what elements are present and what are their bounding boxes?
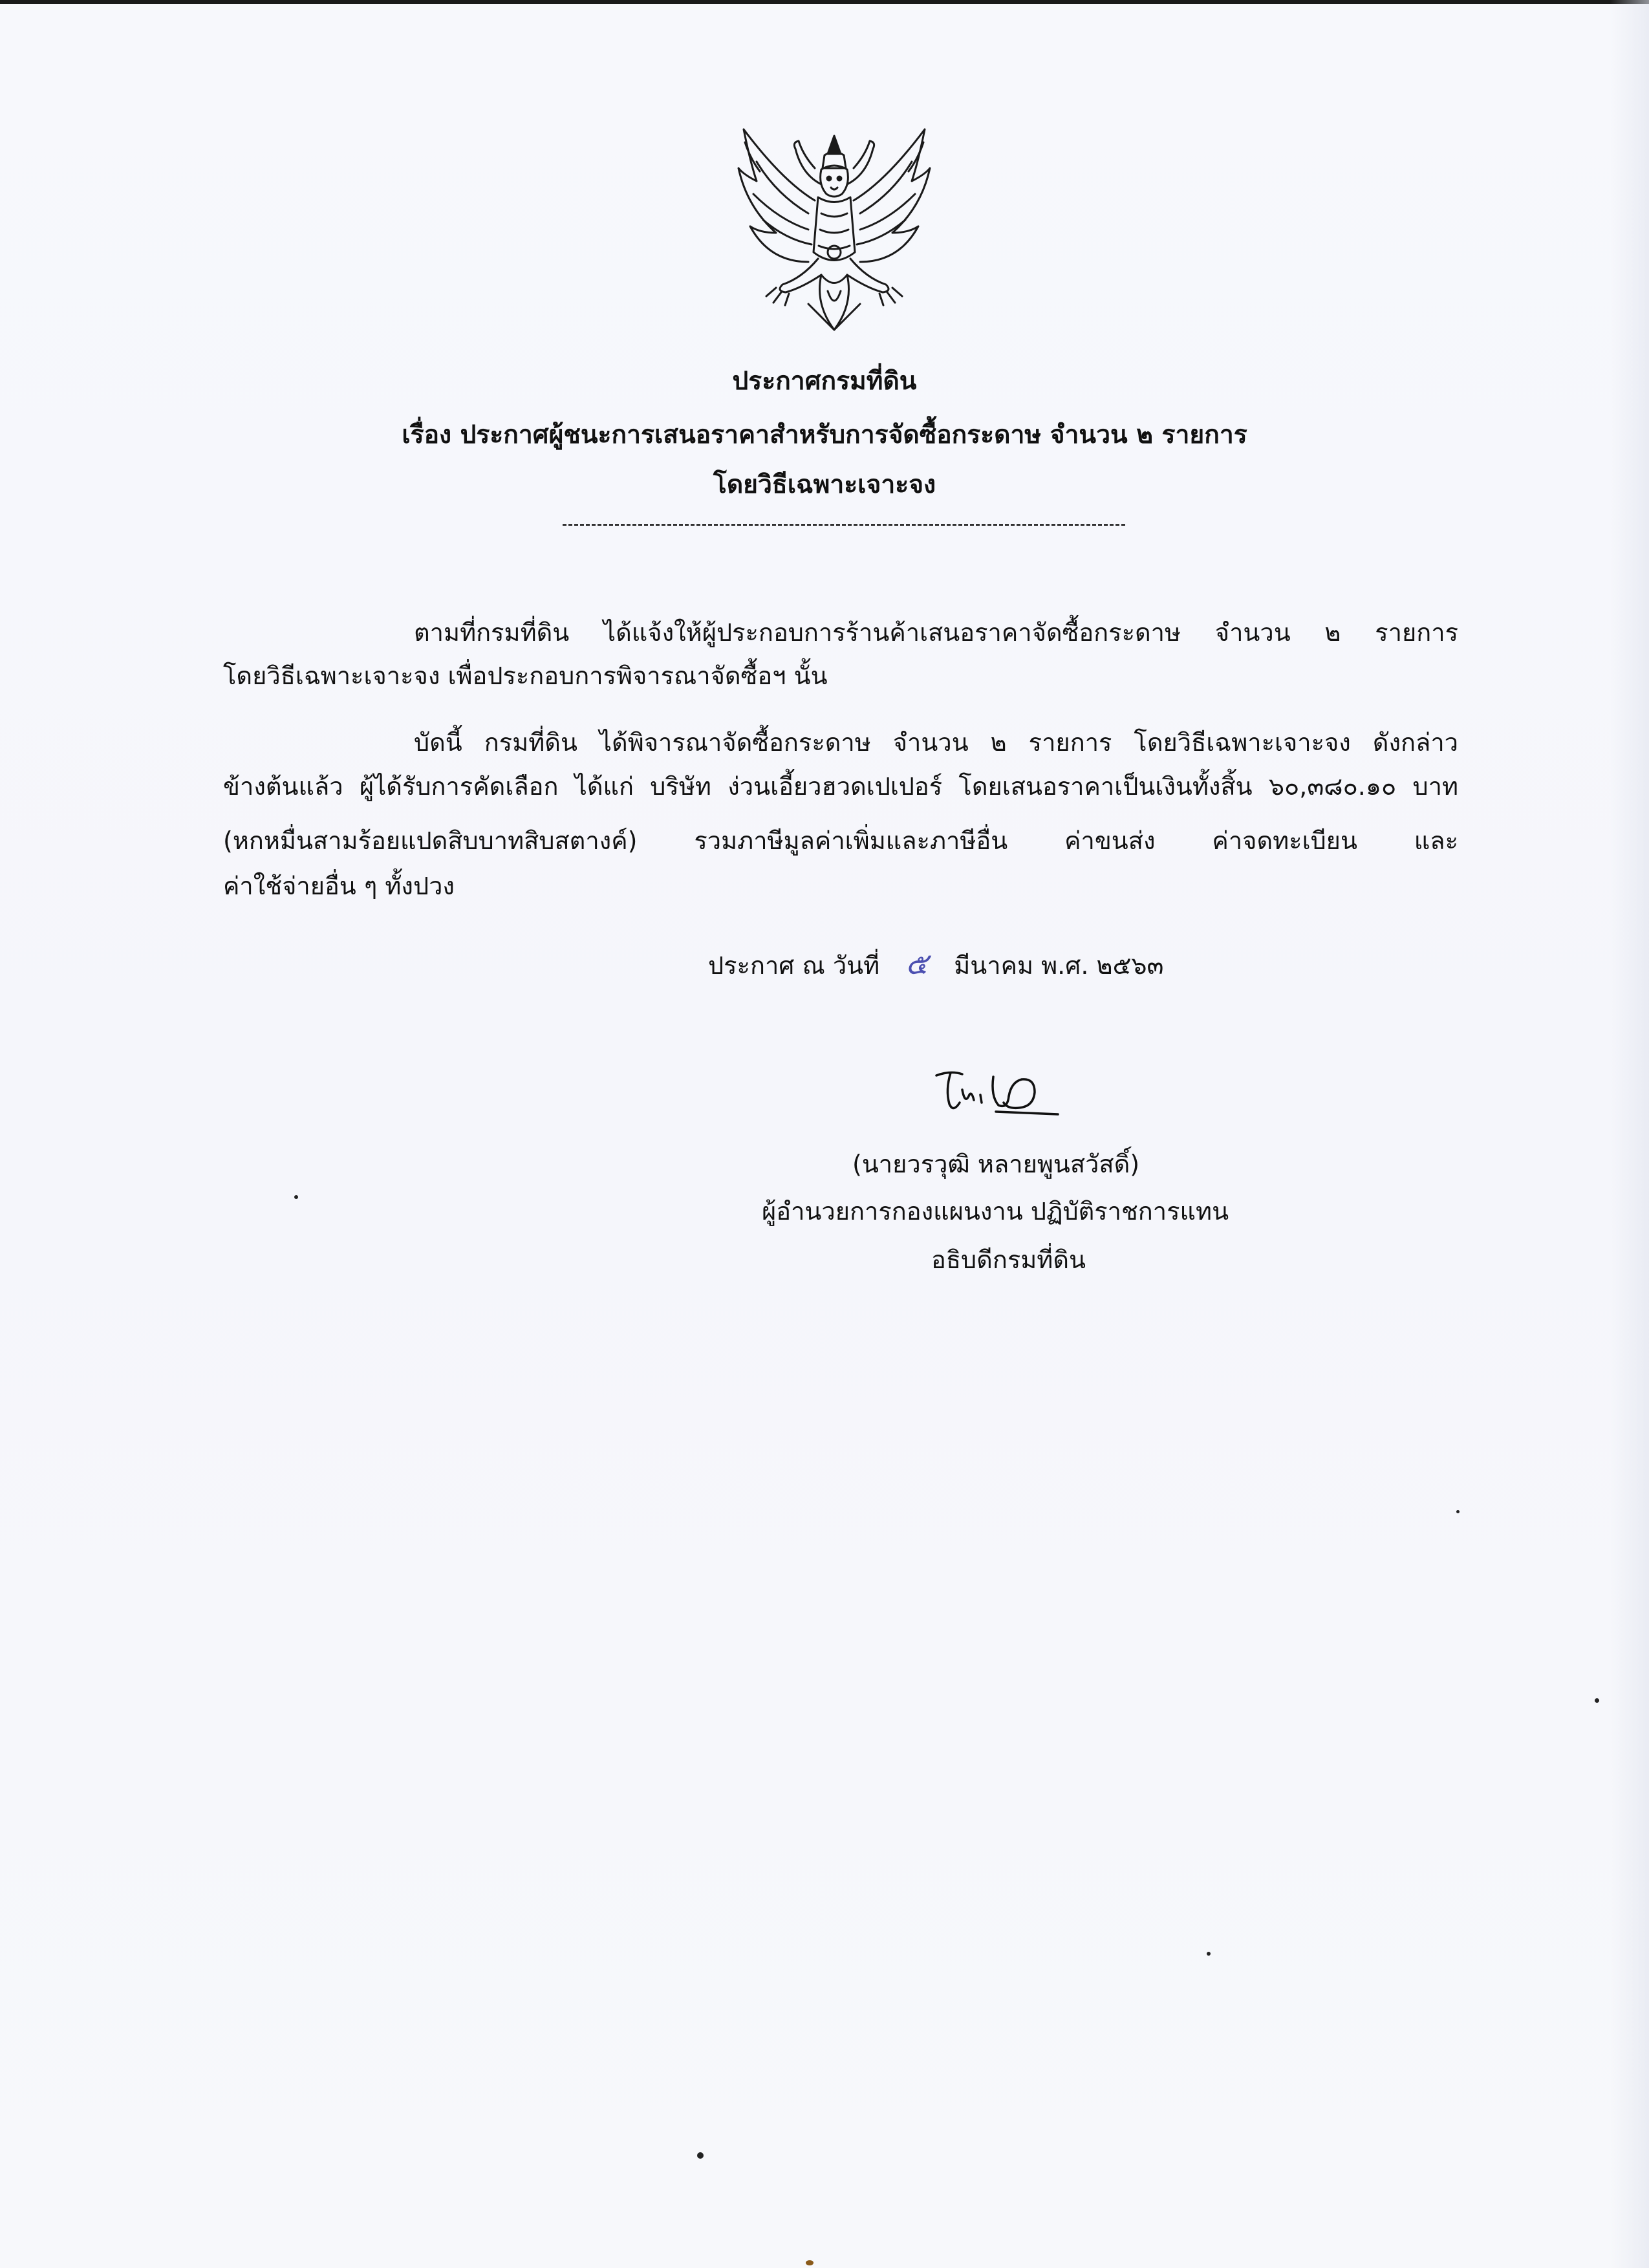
- header-divider: [563, 524, 1125, 526]
- scan-top-edge: [0, 0, 1649, 4]
- garuda-emblem-icon: [731, 123, 938, 343]
- para2-line1: บัดนี้ กรมที่ดิน ได้พิจารณาจัดซื้อกระดาษ จำนวน ๒ รายการ โดยวิธีเฉพาะเจาะจง ดังกล่าว: [414, 728, 1458, 757]
- announcement-date: [708, 944, 1163, 985]
- signatory-name: (นายวรวุฒิ หลายพูนสวัสดิ์): [852, 1150, 1140, 1178]
- procurement-method: โดยวิธีเฉพาะเจาะจง: [713, 470, 936, 499]
- scan-speck: [1595, 1698, 1599, 1703]
- document-title: ประกาศกรมที่ดิน: [732, 367, 917, 396]
- document-subject: เรื่อง ประกาศผู้ชนะการเสนอราคาสำหรับการจัดซื้อกระดาษ จำนวน ๒ รายการ: [402, 420, 1247, 449]
- handwritten-signature: [931, 1064, 1061, 1122]
- date-month-year: มีนาคม พ.ศ. ๒๕๖๓: [954, 951, 1164, 980]
- scan-speck: [1456, 1510, 1460, 1513]
- scan-speck: [294, 1195, 298, 1199]
- para2-line2: ข้างต้นแล้ว ผู้ได้รับการคัดเลือก ได้แก่ บริษัท ง่วนเอี้ยวฮวดเปเปอร์ โดยเสนอราคาเป็นเงินทั้งสิ้น ๖๐,๓๘๐.๑๐ บาท: [223, 772, 1458, 801]
- scan-speck: [806, 2260, 814, 2265]
- scan-right-shadow: [1610, 0, 1649, 2268]
- para1-line2: โดยวิธีเฉพาะเจาะจง เพื่อประกอบการพิจารณาจัดซื้อฯ นั้น: [223, 662, 828, 690]
- scan-speck: [697, 2152, 704, 2159]
- date-prefix: ประกาศ ณ วันที่: [708, 951, 880, 980]
- signatory-position: ผู้อำนวยการกองแผนงาน ปฏิบัติราชการแทน: [762, 1197, 1229, 1226]
- date-day-handwritten: ๕: [905, 946, 929, 981]
- signatory-on-behalf: อธิบดีกรมที่ดิน: [931, 1246, 1086, 1274]
- para2-line4: ค่าใช้จ่ายอื่น ๆ ทั้งปวง: [223, 872, 455, 900]
- para1-line1: ตามที่กรมที่ดิน ได้แจ้งให้ผู้ประกอบการร้านค้าเสนอราคาจัดซื้อกระดาษ จำนวน ๒ รายการ: [414, 618, 1458, 647]
- scan-speck: [1207, 1952, 1211, 1956]
- para2-line3: (หกหมื่นสามร้อยแปดสิบบาทสิบสตางค์) รวมภาษีมูลค่าเพิ่มและภาษีอื่น ค่าขนส่ง ค่าจดทะเบียน และ: [223, 826, 1458, 855]
